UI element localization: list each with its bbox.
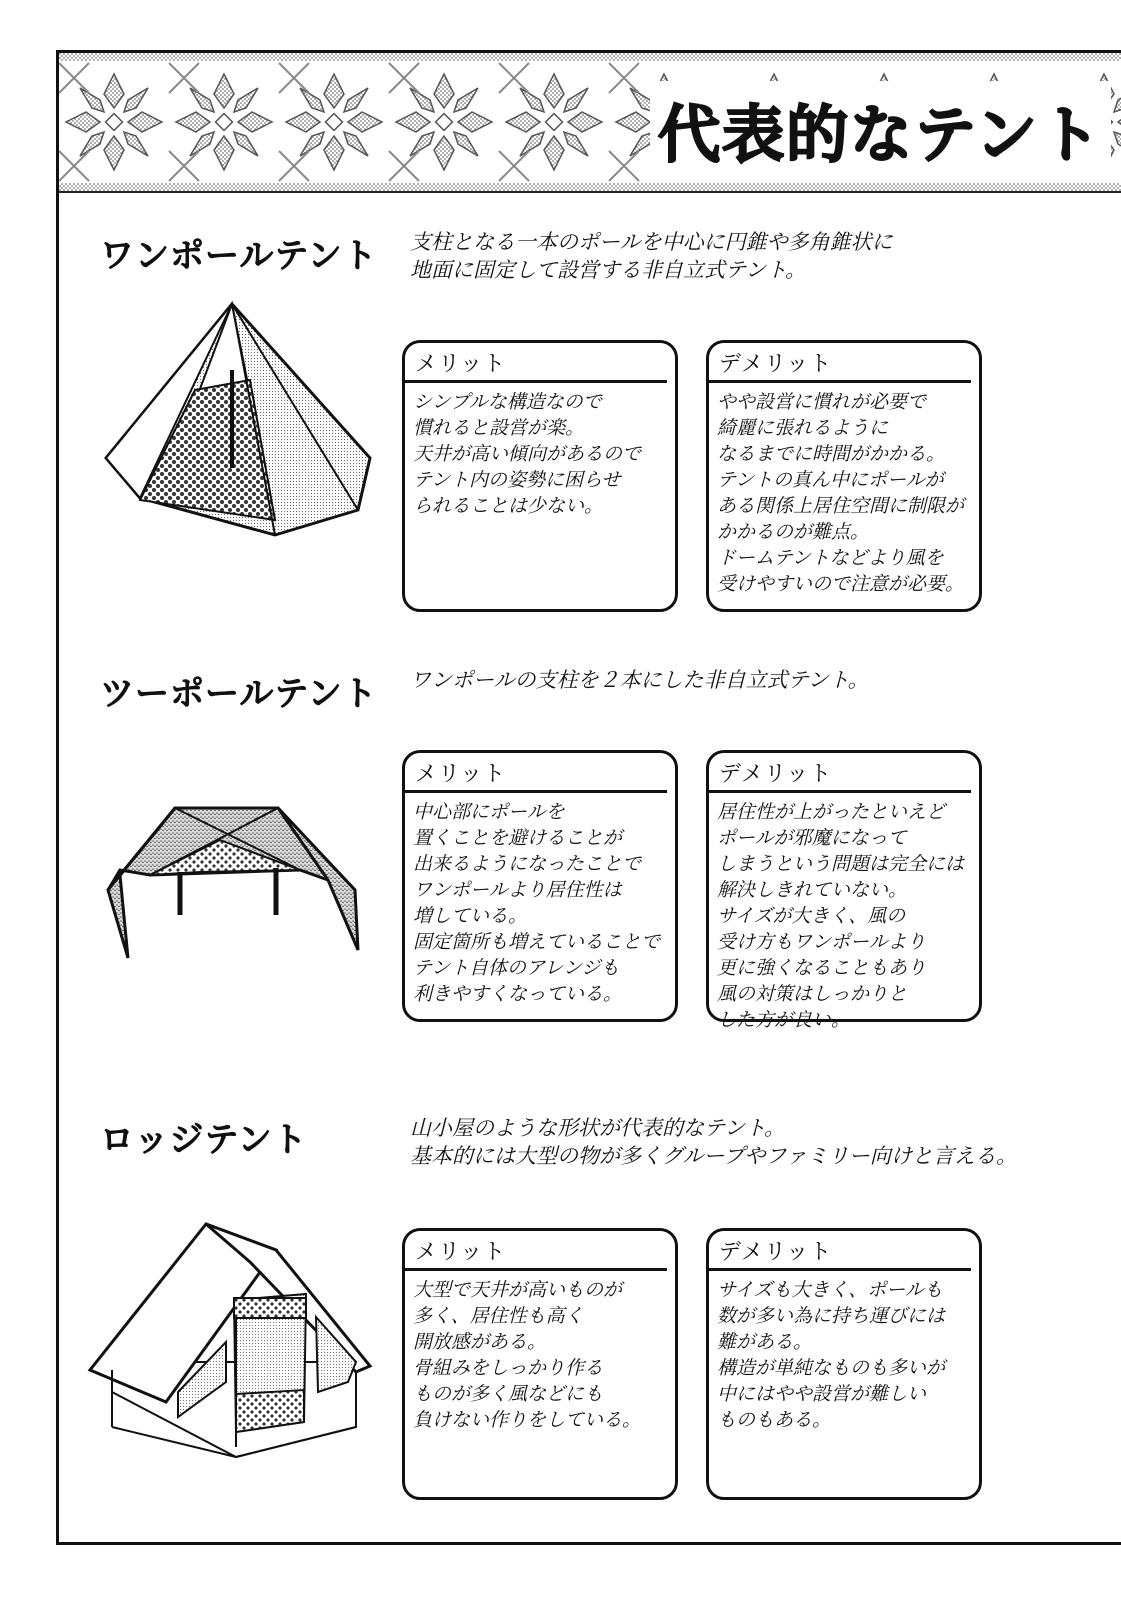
demerit-line: やや設営に慣れが必要で: [717, 391, 927, 413]
section-description-two-pole: [410, 666, 869, 694]
demerit-line: しまうという問題は完全には: [717, 853, 965, 875]
merit-label: メリット: [405, 1231, 667, 1271]
merit-line: 出来るようになったことで: [413, 853, 642, 875]
demerit-box-two-pole: [706, 750, 982, 1031]
section-description-lodge: [410, 1114, 1017, 1170]
one-pole-tent-illustration: [100, 300, 380, 545]
merit-box-two-pole: [402, 750, 678, 1022]
description-line: 地面に固定して設営する非自立式テント。: [410, 258, 807, 282]
section-title-two-pole: ツーポールテント: [100, 674, 378, 714]
section-description-one-pole: [410, 228, 893, 284]
demerit-label: デメリット: [709, 343, 971, 383]
merit-line: ワンポールより居住性は: [413, 879, 622, 901]
demerit-line: 受け方もワンポールより: [717, 931, 926, 953]
header-banner: [59, 53, 1121, 193]
demerit-line: 難がある。: [717, 1331, 813, 1353]
section-title-one-pole: ワンポールテント: [100, 236, 378, 276]
merit-box-lodge: [402, 1228, 678, 1500]
demerit-text: [709, 793, 979, 1033]
merit-line: 開放感がある。: [413, 1331, 547, 1353]
merit-line: 多く、居住性も高く: [413, 1305, 584, 1327]
demerit-line: 数が多い為に持ち運びには: [717, 1305, 946, 1327]
section-title-lodge: ロッジテント: [100, 1120, 308, 1160]
merit-line: 慣れると設営が楽。: [413, 417, 585, 439]
merit-line: 大型で天井が高いものが: [413, 1279, 623, 1301]
demerit-text: [709, 1271, 979, 1433]
demerit-line: 居住性が上がったといえど: [717, 801, 946, 823]
merit-line: 置くことを避けることが: [413, 827, 623, 849]
two-pole-tent-illustration: [100, 800, 370, 970]
description-line: 支柱となる一本のポールを中心に円錐や多角錐状に: [410, 230, 893, 254]
merit-text: [405, 1271, 675, 1433]
demerit-line: なるまでに時間がかかる。: [717, 443, 946, 465]
demerit-line: 風の対策はしっかりと: [717, 983, 908, 1005]
demerit-line: ドームテントなどより風を: [717, 547, 944, 569]
demerit-line: サイズが大きく、風の: [717, 905, 906, 927]
description-line: ワンポールの支柱を２本にした非自立式テント。: [410, 668, 869, 692]
demerit-line: ある関係上居住空間に制限が: [717, 495, 965, 517]
merit-line: 利きやすくなっている。: [413, 983, 623, 1005]
merit-line: ものが多く風などにも: [413, 1383, 604, 1405]
demerit-label: デメリット: [709, 753, 971, 793]
demerit-line: 更に強くなることもあり: [717, 957, 927, 979]
description-line: 基本的には大型の物が多くグループやファミリー向けと言える。: [410, 1144, 1017, 1168]
demerit-line: 構造が単純なものも多いが: [717, 1357, 946, 1379]
demerit-line: 中にはやや設営が難しい: [717, 1383, 927, 1405]
merit-line: シンプルな構造なので: [413, 391, 602, 413]
demerit-line: サイズも大きく、ポールも: [717, 1279, 943, 1301]
merit-line: られることは少ない。: [413, 495, 604, 517]
merit-line: 負けない作りをしている。: [413, 1409, 642, 1431]
demerit-label: デメリット: [709, 1231, 971, 1271]
demerit-box-lodge: [706, 1228, 982, 1500]
demerit-line: ものもある。: [717, 1409, 832, 1431]
merit-line: テント自体のアレンジも: [413, 957, 620, 979]
merit-line: 固定箇所も増えていることで: [413, 931, 661, 953]
merit-line: 骨組みをしっかり作る: [413, 1357, 604, 1379]
merit-line: テント内の姿勢に困らせ: [413, 469, 621, 491]
lodge-tent-illustration: [86, 1222, 378, 1462]
merit-box-one-pole: [402, 340, 678, 612]
merit-label: メリット: [405, 343, 667, 383]
page-title: 代表的なテント: [650, 81, 1111, 178]
merit-line: 増している。: [413, 905, 528, 927]
merit-text: [405, 793, 675, 1007]
merit-label: メリット: [405, 753, 667, 793]
demerit-line: ポールが邪魔になって: [717, 827, 907, 849]
demerit-line: 解決しきれていない。: [717, 879, 908, 901]
description-line: 山小屋のような形状が代表的なテント。: [410, 1116, 786, 1140]
merit-line: 天井が高い傾向があるので: [413, 443, 642, 465]
demerit-line: 受けやすいので注意が必要。: [717, 573, 965, 595]
demerit-line: テントの真ん中にポールが: [717, 469, 944, 491]
demerit-line: かかるのが難点。: [717, 521, 870, 543]
demerit-line: 綺麗に張れるように: [717, 417, 889, 439]
demerit-box-one-pole: [706, 340, 982, 612]
merit-text: [405, 383, 675, 519]
demerit-line: した方が良い。: [717, 1009, 851, 1031]
merit-line: 中心部にポールを: [413, 801, 565, 823]
demerit-text: [709, 383, 979, 597]
